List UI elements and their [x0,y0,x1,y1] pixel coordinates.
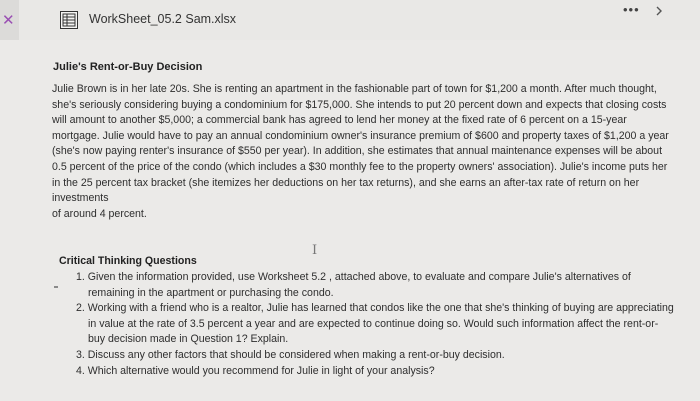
spreadsheet-file-icon [60,11,78,29]
bullet-mark [54,286,58,288]
question-list [76,270,674,379]
text-cursor-icon: I [312,243,318,258]
case-paragraph [52,82,692,222]
paragraph-line: mortgage. Julie would have to pay an annual condominium owner's insurance premium of $600 and property taxes of $1,200 a year [52,129,669,142]
chevron-icon[interactable] [654,6,664,16]
paragraph-line: Julie Brown is in her late 20s. She is renting an apartment in the fashionable part of town for $1,200 a month. After much thought, [52,83,657,95]
document-title: Julie's Rent-or-Buy Decision [53,61,203,73]
question-item-continuation: remaining in the apartment or purchasing the condo. [88,286,334,299]
question-item: 3. Discuss any other factors that should be considered when making a rent-or-buy decision. [76,348,505,361]
paragraph-line: investments [52,192,109,205]
paragraph-line: 0.5 percent of the price of the condo (which includes a $30 monthly fee to the property owners' association). Julie's income puts her [52,160,668,173]
paragraph-line: she's seriously considering buying a condominium for $175,000. She intends to put 20 percent down and expects that closing costs [52,98,667,111]
question-item: 4. Which alternative would you recommend for Julie in light of your analysis? [76,364,435,377]
question-item-continuation: in value at the rate of 3.5 percent a year and are expected to continue doing so. Would such information affect the rent-or- [88,317,659,330]
question-item: 1. Given the information provided, use Worksheet 5.2 , attached above, to evaluate and compare Julie's alternatives of [76,271,631,283]
paragraph-line: (she's now paying renter's insurance of $550 per year). In addition, she estimates that annual maintenance expenses will be about [52,145,663,158]
critical-thinking-heading: Critical Thinking Questions [59,255,197,267]
file-name[interactable]: WorkSheet_05.2 Sam.xlsx [89,12,237,26]
question-item: 2. Working with a friend who is a realtor, Julie has learned that condos like the one that she's thinking of buying are appreciating [76,302,674,315]
close-icon[interactable]: ✕ [2,12,15,29]
question-item-continuation: buy decision made in Question 1? Explain. [88,333,289,346]
paragraph-line: will amount to another $5,000; a commercial bank has agreed to lend her money at the fixed rate of 6 percent on a 15-year [52,114,627,127]
paragraph-line: in the 25 percent tax bracket (she itemizes her deductions on her tax returns), and she earns an after-tax rate of return on her [52,176,640,189]
paragraph-line: of around 4 percent. [52,207,147,220]
more-options-icon[interactable]: ••• [623,2,640,17]
